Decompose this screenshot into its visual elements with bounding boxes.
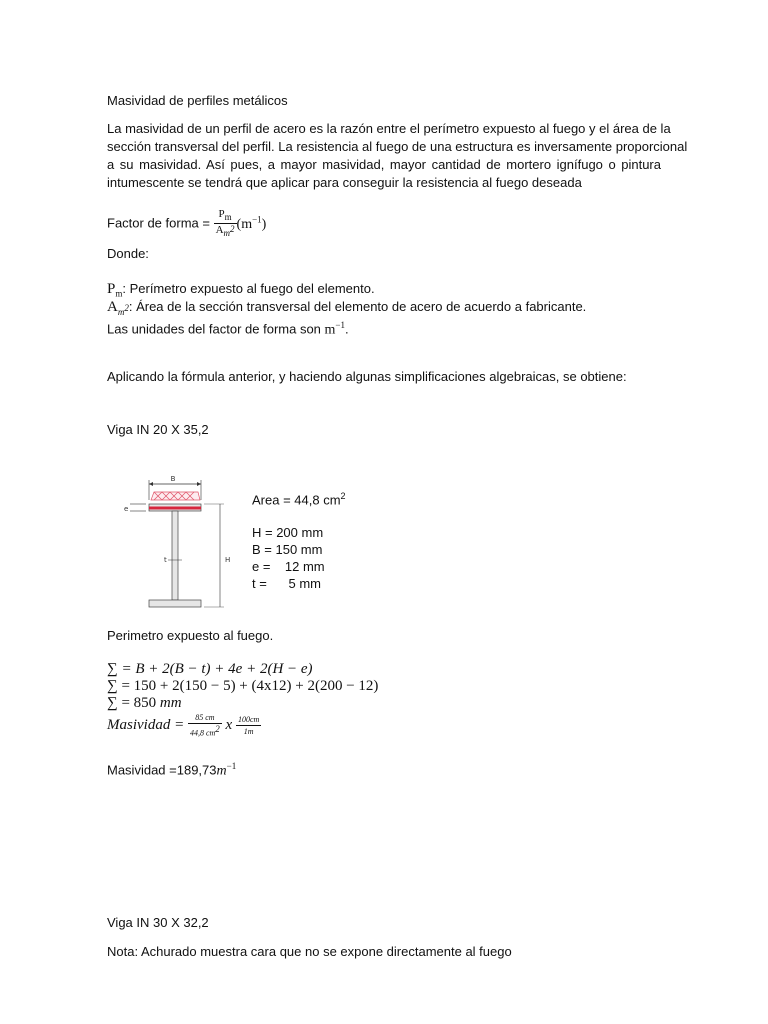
web bbox=[172, 511, 178, 600]
t-spec: t = 5 mm bbox=[252, 576, 321, 591]
label-t: t bbox=[164, 556, 167, 564]
intro-line: a su masividad. Así pues, a mayor masividad, mayor cantidad de mortero ignífugo o pintura bbox=[107, 157, 661, 172]
pm-definition: $P_m$: Perímetro expuesto al fuego del elemento. bbox=[107, 281, 375, 299]
viga-2-heading: Viga IN 30 X 32,2 bbox=[107, 915, 209, 930]
e-spec: e = 12 mm bbox=[252, 559, 325, 574]
fraction-cm-m: $\frac{100cm}{1m}$ bbox=[237, 715, 260, 737]
factor-forma-label: Factor de forma = bbox=[107, 215, 214, 231]
label-b: B bbox=[170, 475, 176, 483]
factor-forma-fraction: $\frac{P_m}{A_{m^2}}$ bbox=[215, 208, 235, 239]
factor-forma-unit: $(m^{-1})$ bbox=[236, 214, 267, 232]
label-h: H bbox=[225, 556, 231, 564]
hatched-area bbox=[151, 492, 200, 500]
aplicando-text: Aplicando la fórmula anterior, y haciendo algunas simplificaciones algebraicas, se obtiene: bbox=[107, 369, 627, 384]
masividad-result: Masividad $=189,73m^{-1}$ bbox=[107, 761, 237, 779]
h-spec: H = 200 mm bbox=[252, 525, 324, 540]
intro-line: La masividad de un perfil de acero es la razón entre el perímetro expuesto al fuego y el área de la bbox=[107, 121, 671, 136]
page-title: Masividad de perfiles metálicos bbox=[107, 93, 288, 108]
intro-line: sección transversal del perfil. La resistencia al fuego de una estructura es inversamente proporcional bbox=[107, 139, 688, 154]
label-e: e bbox=[124, 505, 129, 513]
intro-line: intumescente se tendrá que aplicar para conseguir la resistencia al fuego deseada bbox=[107, 175, 582, 190]
equation-1: ∑ = B + 2(B − t) + 4e + 2(H − e) bbox=[107, 661, 313, 677]
factor-forma-formula bbox=[107, 206, 266, 239]
donde-label: Donde: bbox=[107, 246, 149, 261]
intro-paragraph bbox=[107, 120, 688, 192]
equation-3: ∑ = 850 mm bbox=[107, 695, 182, 711]
b-spec: B = 150 mm bbox=[252, 542, 323, 557]
bottom-flange bbox=[149, 600, 201, 607]
units-definition: Las unidades del factor de forma son $m^{-1}$. bbox=[107, 320, 349, 338]
masividad-equation: Masividad = $\frac{85 cm}{44,8 cm^2}$ x $\frac{100cm}{1m}$ bbox=[107, 713, 260, 738]
perimetro-heading: Perimetro expuesto al fuego. bbox=[107, 628, 274, 643]
am-definition: $A_{m^2}$: Área de la sección transversal del elemento de acero de acuerdo a fabricante. bbox=[107, 299, 587, 317]
i-beam-diagram bbox=[118, 470, 238, 615]
area-spec: Area = 44,8 $cm^2$ bbox=[252, 491, 346, 508]
equation-2: ∑ = 150 + 2(150 − 5) + (4x12) + 2(200 − 12) bbox=[107, 678, 379, 694]
fraction-cm-area: $\frac{85 cm}{44,8 cm^2}$ bbox=[189, 713, 220, 738]
viga-1-heading: Viga IN 20 X 35,2 bbox=[107, 422, 209, 437]
nota-text: Nota: Achurado muestra cara que no se expone directamente al fuego bbox=[107, 944, 512, 959]
